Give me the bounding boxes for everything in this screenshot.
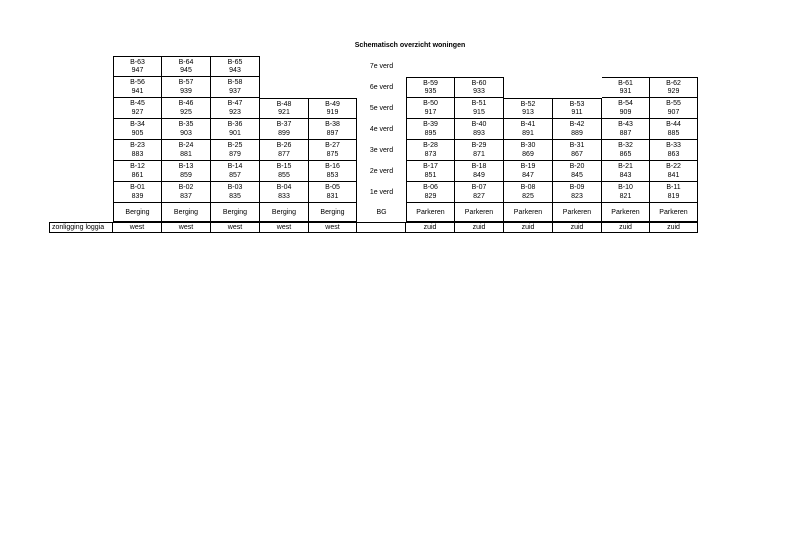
unit-cell (504, 161, 553, 182)
unit-cell (553, 161, 602, 182)
unit-code: B-31 (569, 142, 585, 149)
unit-cell (211, 119, 260, 140)
empty-cell (357, 222, 406, 233)
unit-cell (211, 161, 260, 182)
house-number: 921 (278, 109, 290, 117)
unit-code: B-01 (130, 184, 145, 191)
floor-label: 4e verd (369, 126, 394, 133)
unit-cell (602, 77, 650, 98)
unit-cell (162, 77, 211, 98)
unit-code: B-29 (471, 142, 487, 149)
unit-cell (455, 119, 504, 140)
unit-cell (602, 119, 650, 140)
house-number: 839 (131, 193, 144, 200)
unit-cell (553, 182, 602, 203)
house-number: 889 (571, 130, 583, 137)
house-number: 821 (619, 193, 632, 200)
unit-cell (406, 119, 455, 140)
house-number: 905 (131, 130, 144, 137)
unit-cell (406, 140, 455, 161)
house-number: 911 (571, 109, 583, 117)
unit-code: B-60 (471, 79, 487, 87)
unit-code: B-56 (130, 79, 145, 86)
unit-code: B-63 (130, 58, 145, 66)
parking-cell: Parkeren (504, 203, 553, 222)
unit-code: B-65 (227, 58, 243, 66)
unit-code: B-49 (325, 100, 340, 108)
unit-cell (260, 140, 309, 161)
unit-code: B-23 (130, 142, 145, 149)
unit-code: B-19 (520, 163, 536, 170)
floor-label: 5e verd (369, 105, 394, 112)
orientation-cell: zuid (455, 222, 504, 233)
house-number: 863 (667, 151, 680, 158)
house-number: 933 (473, 88, 485, 96)
floor-label: 1e verd (369, 189, 394, 196)
unit-code: B-24 (178, 142, 194, 149)
unit-code: B-62 (666, 79, 681, 87)
house-number: 923 (229, 109, 241, 116)
house-number: 859 (180, 172, 192, 179)
unit-code: B-08 (520, 184, 536, 191)
house-number: 929 (667, 88, 680, 96)
unit-code: B-30 (520, 142, 536, 149)
house-number: 887 (619, 130, 632, 137)
unit-cell (162, 182, 211, 203)
unit-cell (260, 182, 309, 203)
unit-cell (406, 77, 455, 98)
unit-cell (602, 140, 650, 161)
page-title: Schematisch overzicht woningen (354, 42, 466, 49)
house-number: 847 (522, 172, 534, 179)
unit-cell (553, 140, 602, 161)
unit-code: B-54 (618, 100, 633, 107)
house-number: 865 (619, 151, 632, 158)
unit-code: B-35 (178, 121, 194, 128)
parking-cell: Parkeren (650, 203, 698, 222)
unit-code: B-32 (618, 142, 633, 149)
house-number: 915 (473, 109, 485, 116)
house-number: 829 (424, 193, 437, 200)
unit-code: B-17 (423, 163, 438, 170)
unit-cell (455, 98, 504, 119)
house-number: 861 (131, 172, 144, 179)
unit-cell (113, 77, 162, 98)
unit-code: B-34 (130, 121, 145, 128)
row-label: zonligging loggia (49, 222, 113, 233)
storage-cell: Berging (113, 203, 162, 222)
unit-cell (455, 77, 504, 98)
unit-code: B-04 (276, 184, 292, 191)
floor-label: 3e verd (369, 147, 394, 154)
unit-code: B-03 (227, 184, 243, 191)
unit-cell (211, 140, 260, 161)
unit-cell (113, 56, 162, 77)
house-number: 885 (667, 130, 680, 137)
unit-code: B-09 (569, 184, 585, 191)
house-number: 897 (326, 130, 339, 137)
unit-code: B-15 (276, 163, 292, 170)
house-number: 909 (619, 109, 632, 116)
unit-cell (650, 140, 698, 161)
unit-code: B-41 (520, 121, 536, 128)
unit-code: B-18 (471, 163, 487, 170)
unit-code: B-10 (618, 184, 633, 191)
house-number: 901 (229, 130, 241, 137)
storage-cell: Berging (211, 203, 260, 222)
unit-code: B-64 (178, 58, 194, 66)
unit-cell (455, 140, 504, 161)
house-number: 867 (571, 151, 583, 158)
house-number: 849 (473, 172, 485, 179)
unit-code: B-06 (423, 184, 438, 191)
parking-cell: Parkeren (553, 203, 602, 222)
unit-cell (406, 182, 455, 203)
house-number: 883 (131, 151, 144, 158)
unit-cell (406, 98, 455, 119)
orientation-cell: west (211, 222, 260, 233)
house-number: 879 (229, 151, 241, 158)
storage-cell: Berging (162, 203, 211, 222)
unit-cell (455, 182, 504, 203)
house-number: 913 (522, 109, 534, 117)
unit-code: B-39 (423, 121, 438, 128)
unit-code: B-50 (423, 100, 438, 107)
orientation-cell: zuid (406, 222, 455, 233)
orientation-cell: west (260, 222, 309, 233)
floor-label: 6e verd (369, 84, 394, 91)
unit-cell (113, 182, 162, 203)
unit-cell (504, 119, 553, 140)
unit-code: B-21 (618, 163, 633, 170)
house-number: 857 (229, 172, 241, 179)
house-number: 925 (180, 109, 192, 116)
unit-code: B-14 (227, 163, 243, 170)
house-number: 837 (180, 193, 192, 200)
unit-cell (602, 182, 650, 203)
parking-cell: Parkeren (602, 203, 650, 222)
house-number: 825 (522, 193, 534, 200)
unit-cell (504, 140, 553, 161)
unit-cell (553, 98, 602, 119)
unit-cell (162, 140, 211, 161)
house-number: 877 (278, 151, 290, 158)
unit-cell (650, 182, 698, 203)
unit-cell (162, 98, 211, 119)
unit-cell (113, 140, 162, 161)
unit-code: B-27 (325, 142, 340, 149)
unit-cell (504, 182, 553, 203)
unit-code: B-40 (471, 121, 487, 128)
orientation-cell: west (309, 222, 357, 233)
unit-code: B-44 (666, 121, 681, 128)
house-number: 919 (326, 109, 339, 117)
parking-cell: Parkeren (406, 203, 455, 222)
house-number: 851 (424, 172, 437, 179)
unit-cell (602, 161, 650, 182)
unit-code: B-47 (227, 100, 243, 107)
house-number: 869 (522, 151, 534, 158)
unit-cell (162, 119, 211, 140)
unit-code: B-16 (325, 163, 340, 170)
house-number: 903 (180, 130, 192, 137)
unit-code: B-26 (276, 142, 292, 149)
unit-cell (162, 161, 211, 182)
unit-cell (309, 119, 357, 140)
house-number: 833 (278, 193, 290, 200)
unit-cell (260, 119, 309, 140)
house-number: 945 (180, 67, 192, 75)
orientation-cell: zuid (553, 222, 602, 233)
house-number: 893 (473, 130, 485, 137)
unit-code: B-42 (569, 121, 585, 128)
unit-code: B-05 (325, 184, 340, 191)
storage-cell: Berging (309, 203, 357, 222)
house-number: 819 (667, 193, 680, 200)
unit-code: B-02 (178, 184, 194, 191)
unit-code: B-58 (227, 79, 243, 86)
unit-code: B-28 (423, 142, 438, 149)
unit-code: B-51 (471, 100, 487, 107)
house-number: 891 (522, 130, 534, 137)
unit-code: B-25 (227, 142, 243, 149)
unit-cell (113, 119, 162, 140)
unit-code: B-43 (618, 121, 633, 128)
unit-cell (309, 182, 357, 203)
house-number: 841 (667, 172, 680, 179)
unit-cell (650, 119, 698, 140)
unit-cell (602, 98, 650, 119)
house-number: 873 (424, 151, 437, 158)
house-number: 855 (278, 172, 290, 179)
orientation-cell: zuid (602, 222, 650, 233)
unit-cell (260, 98, 309, 119)
unit-code: B-53 (569, 100, 585, 108)
house-number: 937 (229, 88, 241, 95)
unit-code: B-55 (666, 100, 681, 107)
house-number: 871 (473, 151, 485, 158)
unit-code: B-33 (666, 142, 681, 149)
unit-code: B-20 (569, 163, 585, 170)
unit-cell (162, 56, 211, 77)
unit-cell (309, 140, 357, 161)
unit-cell (553, 119, 602, 140)
house-number: 895 (424, 130, 437, 137)
unit-code: B-11 (666, 184, 681, 191)
orientation-cell: west (162, 222, 211, 233)
floor-label: 2e verd (369, 168, 394, 175)
unit-cell (650, 77, 698, 98)
orientation-cell: west (113, 222, 162, 233)
house-number: 907 (667, 109, 680, 116)
house-number: 899 (278, 130, 290, 137)
floor-label: 7e verd (369, 63, 394, 70)
orientation-cell: zuid (650, 222, 698, 233)
unit-cell (650, 98, 698, 119)
house-number: 947 (131, 67, 144, 75)
unit-code: B-57 (178, 79, 194, 86)
unit-cell (211, 77, 260, 98)
floor-label: BG (376, 209, 387, 216)
unit-code: B-12 (130, 163, 145, 170)
unit-code: B-61 (618, 79, 633, 87)
unit-code: B-37 (276, 121, 292, 128)
unit-cell (211, 98, 260, 119)
unit-cell (455, 161, 504, 182)
unit-code: B-36 (227, 121, 243, 128)
house-number: 941 (131, 88, 144, 95)
storage-cell: Berging (260, 203, 309, 222)
house-number: 853 (326, 172, 339, 179)
house-number: 935 (424, 88, 437, 96)
unit-cell (650, 161, 698, 182)
unit-cell (211, 182, 260, 203)
house-number: 823 (571, 193, 583, 200)
unit-code: B-38 (325, 121, 340, 128)
house-number: 917 (424, 109, 437, 116)
house-number: 931 (619, 88, 632, 96)
unit-cell (113, 161, 162, 182)
unit-cell (309, 161, 357, 182)
house-number: 943 (229, 67, 241, 75)
unit-cell (260, 161, 309, 182)
house-number: 835 (229, 193, 241, 200)
house-number: 927 (131, 109, 144, 116)
unit-code: B-48 (276, 100, 292, 108)
unit-code: B-46 (178, 100, 194, 107)
orientation-cell: zuid (504, 222, 553, 233)
house-number: 843 (619, 172, 632, 179)
unit-cell (504, 98, 553, 119)
house-number: 939 (180, 88, 192, 95)
unit-cell (309, 98, 357, 119)
parking-cell: Parkeren (455, 203, 504, 222)
house-number: 881 (180, 151, 192, 158)
unit-code: B-13 (178, 163, 194, 170)
house-number: 875 (326, 151, 339, 158)
unit-cell (406, 161, 455, 182)
unit-code: B-45 (130, 100, 145, 107)
unit-code: B-52 (520, 100, 536, 108)
unit-code: B-22 (666, 163, 681, 170)
unit-cell (211, 56, 260, 77)
house-number: 831 (326, 193, 339, 200)
unit-code: B-59 (423, 79, 438, 87)
unit-code: B-07 (471, 184, 487, 191)
unit-cell (113, 98, 162, 119)
house-number: 827 (473, 193, 485, 200)
house-number: 845 (571, 172, 583, 179)
